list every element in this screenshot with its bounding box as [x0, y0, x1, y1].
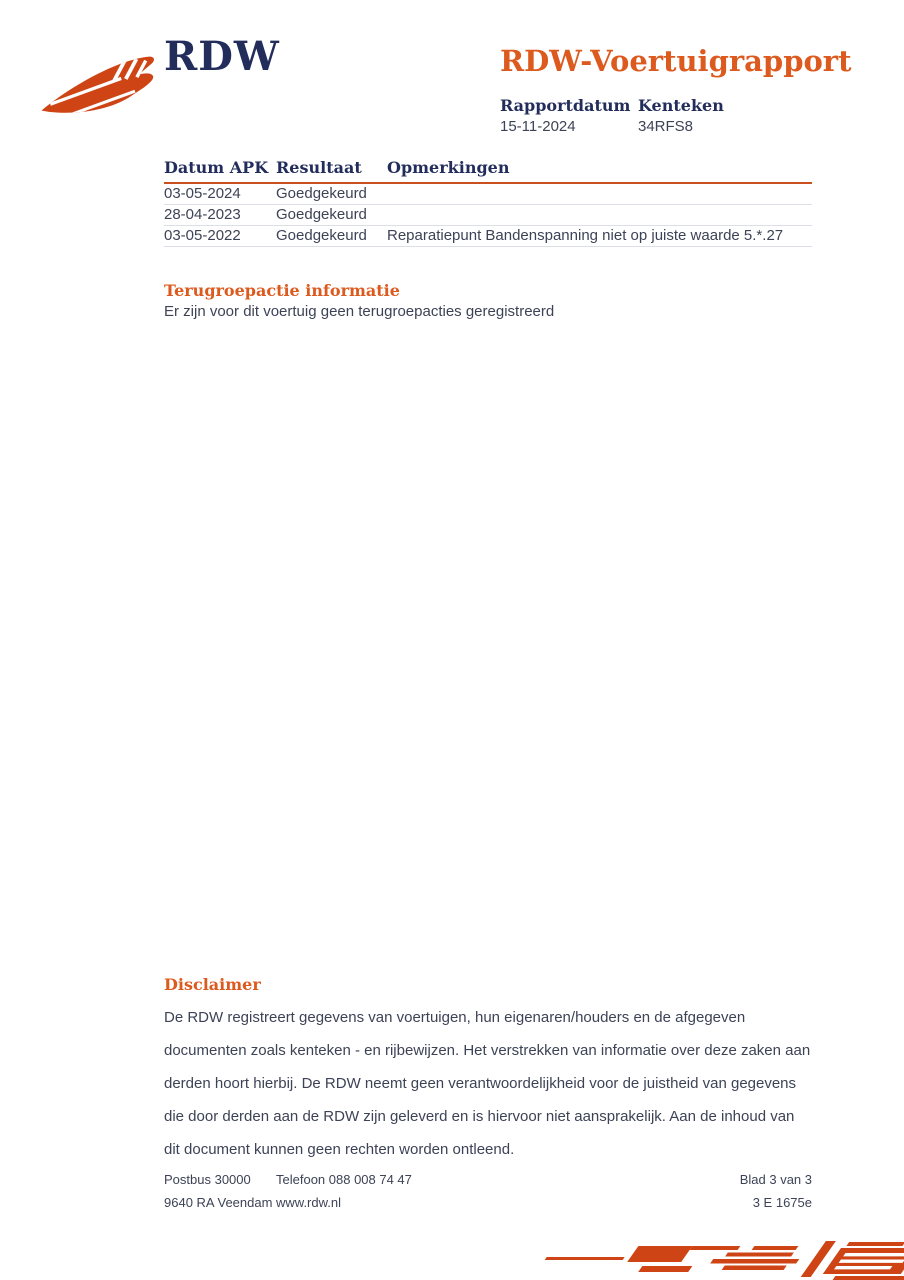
disclaimer-heading: Disclaimer [164, 975, 261, 994]
table-row [164, 184, 812, 205]
table-row [164, 205, 812, 226]
report-date-label: Rapportdatum [500, 96, 631, 115]
cell-datum: 03-05-2022 [164, 227, 241, 244]
recall-section-heading: Terugroepactie informatie [164, 281, 400, 300]
footer-doc-code: 3 E 1675e [752, 1195, 812, 1210]
footer-website: www.rdw.nl [276, 1195, 342, 1210]
cell-resultaat: Goedgekeurd [276, 185, 367, 202]
cell-datum: 28-04-2023 [164, 206, 241, 223]
cell-opmerkingen: Reparatiepunt Bandenspanning niet op juiste waarde 5.*.27 [387, 227, 784, 244]
report-date-value: 15-11-2024 [500, 118, 576, 135]
footer-address-line1: Postbus 30000 [164, 1172, 251, 1187]
brand-wordmark: RDW [164, 33, 280, 80]
column-header-resultaat: Resultaat [276, 158, 362, 177]
column-header-datum-apk: Datum APK [164, 158, 269, 177]
apk-table-header-row [164, 158, 812, 184]
rdw-speed-stripes-decoration-icon [512, 1238, 904, 1280]
cell-resultaat: Goedgekeurd [276, 227, 367, 244]
license-plate-value: 34RFS8 [638, 118, 694, 135]
recall-section-text: Er zijn voor dit voertuig geen terugroepacties geregistreerd [164, 303, 555, 320]
cell-datum: 03-05-2024 [164, 185, 241, 202]
footer-address-line2: 9640 RA Veendam [164, 1195, 273, 1210]
table-row [164, 226, 812, 247]
page-title: RDW-Voertuigrapport [500, 44, 852, 78]
rdw-feather-logo-icon [36, 52, 164, 118]
license-plate-label: Kenteken [638, 96, 724, 115]
footer-phone: Telefoon 088 008 74 47 [276, 1172, 412, 1187]
disclaimer-text: De RDW registreert gegevens van voertuigen, hun eigenaren/houders en de afgegeven documenten zoals kenteken - en rijbewijzen. Het verstrekken van informatie over deze zaken aan derden hoort hierbij. De RDW neemt geen verantwoordelijkheid voor de juistheid van gegevens die door derden aan de RDW zijn geleverd en is hiervoor niet aansprakelijk. Aan de inhoud van dit document kunnen geen rechten worden ontleend. [164, 1009, 811, 1158]
footer-page-indicator: Blad 3 van 3 [739, 1172, 812, 1187]
apk-history-table [164, 158, 812, 247]
cell-resultaat: Goedgekeurd [276, 206, 367, 223]
column-header-opmerkingen: Opmerkingen [387, 158, 510, 177]
